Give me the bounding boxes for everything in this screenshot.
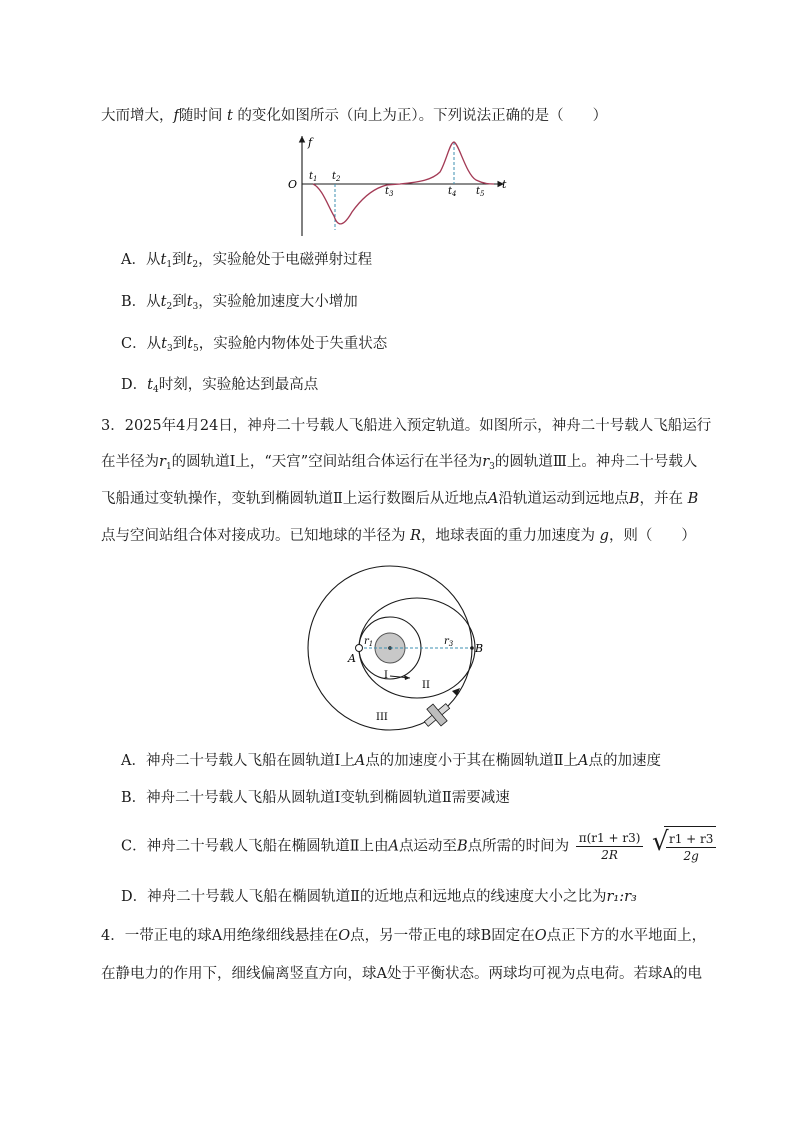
t1-label: $t_1$ [309,171,318,183]
f-t-graph [282,132,514,242]
origin-label: O [288,178,298,191]
q3-stem-line3: 飞船通过变轨操作，变轨到椭圆轨道Ⅱ上运行数圈后从近地点A沿轨道运动到远地点B，并在 B [101,491,699,507]
q2-stem-c: 的变化如图所示（向上为正）。下列说法正确的是（ ） [237,108,608,124]
q2-stem [101,106,607,126]
f-label: f [308,136,313,149]
time-sqrt: √ $\frac{r1 + r3}{2g}$ [652,826,716,867]
t2-label: $t_2$ [332,171,341,183]
q2-option-a: A．从$t_1$到$t_2$，实验舱处于电磁弹射过程 [121,252,373,270]
q4-stem-line2: 在静电力的作用下，细线偏离竖直方向，球A处于平衡状态。两球均可视为点电荷。若球A的电 [101,966,702,982]
q2-stem-f: f [173,108,179,124]
q3-option-b: B．神舟二十号载人飞船从圆轨道Ⅰ变轨到椭圆轨道Ⅱ需要减速 [121,790,510,806]
label-r1: $r_1$ [364,636,374,648]
q2-stem-t: t [226,108,233,124]
q3-option-c: C．神舟二十号载人飞船在椭圆轨道Ⅱ上由A点运动至B点所需的时间为 $\frac{\pi(r1 + r3)}{2R}$ √ $\frac{r1 + r3}{2g}$ [121,826,716,867]
q3-option-d: D．神舟二十号载人飞船在椭圆轨道Ⅱ的近地点和远地点的线速度大小之比为r₁:r₃ [121,889,637,905]
label-orbit-iii: III [376,712,388,723]
q3-stem-line2: 在半径为$r_1$的圆轨道Ⅰ上，“天宫”空间站组合体运行在半径为$r_3$的圆轨道Ⅲ上。神舟二十号载人 [101,454,698,472]
label-a: A [348,652,356,665]
t5-label: $t_5$ [476,186,485,198]
t-label: t [502,178,507,191]
q2-stem-b: 随时间 [178,108,223,124]
q3-stem-line4: 点与空间站组合体对接成功。已知地球的半径为 R，地球表面的重力加速度为 g，则（ ） [101,528,696,544]
space-station-icon [419,698,455,733]
label-b: B [475,642,484,655]
q2-option-c: C．从$t_3$到$t_5$，实验舱内物体处于失重状态 [121,336,388,354]
t3-label: $t_3$ [385,186,394,198]
q2-option-b: B．从$t_2$到$t_3$，实验舱加速度大小增加 [121,294,358,312]
time-fraction: $\frac{\pi(r1 + r3)}{2R}$ [576,830,644,863]
point-b [470,646,474,650]
q4-stem-line1: 4．一带正电的球A用绝缘细线悬挂在O点，另一带正电的球B固定在O点正下方的水平地面上， [101,928,707,944]
label-orbit-ii: II [422,680,430,691]
orbit-diagram [300,560,500,735]
label-r3: $r_3$ [444,636,454,648]
q2-stem-a: 大而增大， [101,108,174,124]
q2-option-d: D．$t_4$时刻，实验舱达到最高点 [121,377,319,395]
q3-stem-line1: 3．2025年4月24日，神舟二十号载人飞船进入预定轨道。如图所示，神舟二十号载人飞船运行 [101,418,712,434]
t4-label: $t_4$ [448,186,457,198]
label-orbit-i: I [384,670,388,681]
ship-point-a [356,645,363,652]
q3-option-a: A．神舟二十号载人飞船在圆轨道Ⅰ上A点的加速度小于其在椭圆轨道Ⅱ上A点的加速度 [121,753,662,769]
